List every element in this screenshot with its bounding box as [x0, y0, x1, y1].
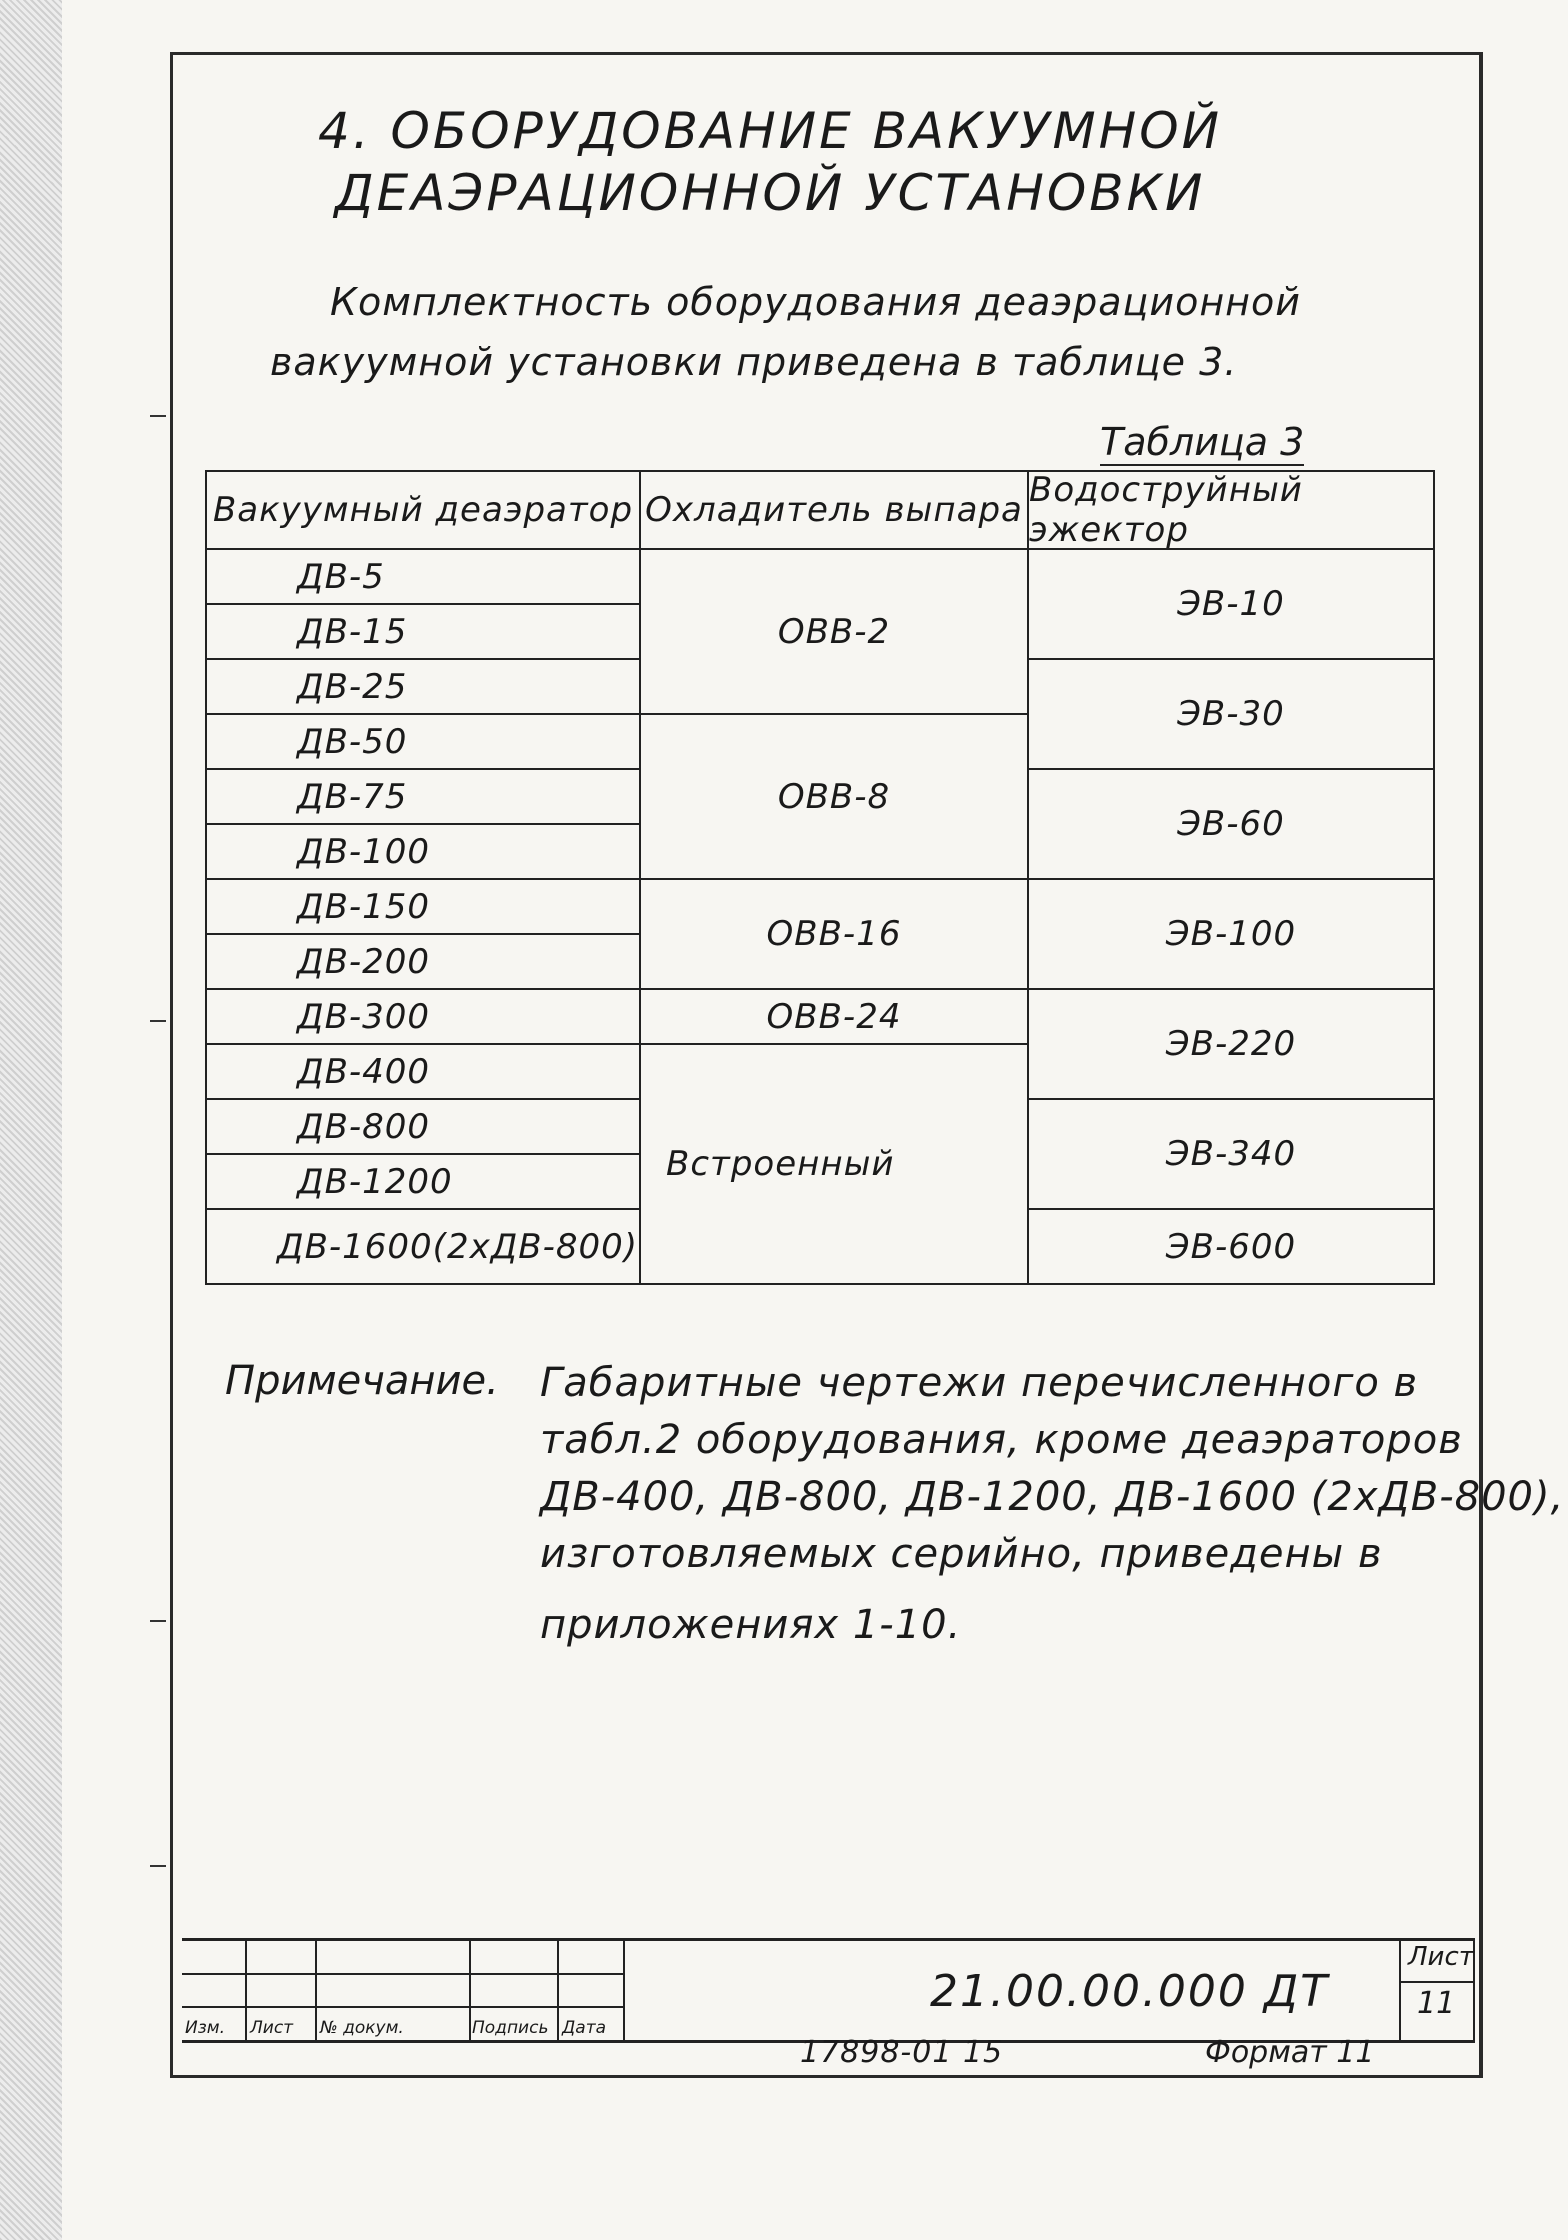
stamp-grid-cell	[245, 1941, 317, 1975]
deaerator-cell: ДВ-300	[205, 988, 641, 1045]
stamp-label-signature: Подпись	[472, 2018, 549, 2038]
deaerator-cell: ДВ-1600(2хДВ-800)	[205, 1208, 641, 1285]
cooler-cell: Встроенный	[639, 1043, 1029, 1285]
cooler-cell: ОВВ-24	[639, 988, 1029, 1045]
ejector-cell: ЭВ-100	[1027, 878, 1435, 990]
note-line: табл.2 оборудования, кроме деаэраторов	[540, 1417, 1463, 1463]
stamp-label-date: Дата	[562, 2018, 607, 2038]
ejector-cell: ЭВ-220	[1027, 988, 1435, 1100]
stamp-label-doc: № докум.	[320, 2018, 404, 2038]
intro-line-1: Комплектность оборудования деаэрационной	[330, 280, 1301, 324]
deaerator-cell: ДВ-150	[205, 878, 641, 935]
deaerator-cell: ДВ-800	[205, 1098, 641, 1155]
sheet-label: Лист	[1408, 1942, 1474, 1972]
ejector-cell: ЭВ-600	[1027, 1208, 1435, 1285]
stamp-label-change: Изм.	[185, 2018, 225, 2038]
ejector-cell: ЭВ-30	[1027, 658, 1435, 770]
document-code: 21.00.00.000 ДТ	[930, 1966, 1330, 2017]
note-line: изготовляемых серийно, приведены в	[540, 1531, 1383, 1577]
stamp-label-sheet: Лист	[250, 2018, 294, 2038]
cooler-cell: ОВВ-16	[639, 878, 1029, 990]
deaerator-cell: ДВ-1200	[205, 1153, 641, 1210]
ejector-cell: ЭВ-60	[1027, 768, 1435, 880]
stamp-grid-cell	[315, 1941, 471, 1975]
note-line: приложениях 1-10.	[540, 1602, 962, 1648]
deaerator-cell: ДВ-100	[205, 823, 641, 880]
ejector-cell: ЭВ-10	[1027, 548, 1435, 660]
deaerator-cell: ДВ-400	[205, 1043, 641, 1100]
title-line-1: 4. ОБОРУДОВАНИЕ ВАКУУМНОЙ	[317, 102, 1223, 160]
binding-strip	[0, 0, 62, 2240]
note-line: ДВ-400, ДВ-800, ДВ-1200, ДВ-1600 (2хДВ-800),	[540, 1474, 1565, 1520]
stamp-grid-cell	[469, 1973, 559, 2008]
header-ejector: Водоструйный эжектор	[1027, 470, 1435, 550]
stamp-grid-cell	[182, 1941, 247, 1975]
deaerator-cell: ДВ-200	[205, 933, 641, 990]
stamp-grid-cell	[182, 1973, 247, 2008]
margin-tick	[150, 1620, 166, 1622]
equipment-table	[205, 470, 1435, 1285]
header-cooler: Охладитель выпара	[639, 470, 1029, 550]
stamp-grid-cell	[557, 1941, 625, 1975]
sheet-number: 11	[1417, 1986, 1456, 2021]
title-line-2: ДЕАЭРАЦИОННОЙ УСТАНОВКИ	[334, 164, 1206, 222]
margin-tick	[150, 415, 166, 417]
ejector-cell: ЭВ-340	[1027, 1098, 1435, 1210]
deaerator-cell: ДВ-75	[205, 768, 641, 825]
deaerator-cell: ДВ-25	[205, 658, 641, 715]
footer-number: 17898-01 15	[800, 2035, 1004, 2070]
note-line: Габаритные чертежи перечисленного в	[540, 1360, 1419, 1406]
stamp-grid-cell	[469, 1941, 559, 1975]
note-text	[540, 1355, 1565, 1654]
margin-tick	[150, 1020, 166, 1022]
cooler-cell: ОВВ-2	[639, 548, 1029, 715]
margin-tick	[150, 1865, 166, 1867]
stamp-grid-cell	[557, 1973, 625, 2008]
stamp-grid-cell	[245, 1973, 317, 2008]
table-caption: Таблица 3	[1100, 420, 1305, 464]
section-title	[270, 100, 1270, 224]
cooler-cell: ОВВ-8	[639, 713, 1029, 880]
deaerator-cell: ДВ-5	[205, 548, 641, 605]
deaerator-cell: ДВ-50	[205, 713, 641, 770]
deaerator-cell: ДВ-15	[205, 603, 641, 660]
intro-line-2: вакуумной установки приведена в таблице 3.	[270, 340, 1238, 384]
stamp-grid-cell	[315, 1973, 471, 2008]
format-label: Формат 11	[1205, 2035, 1375, 2070]
note-label: Примечание.	[225, 1358, 499, 1404]
header-deaerator: Вакуумный деаэратор	[205, 470, 641, 550]
